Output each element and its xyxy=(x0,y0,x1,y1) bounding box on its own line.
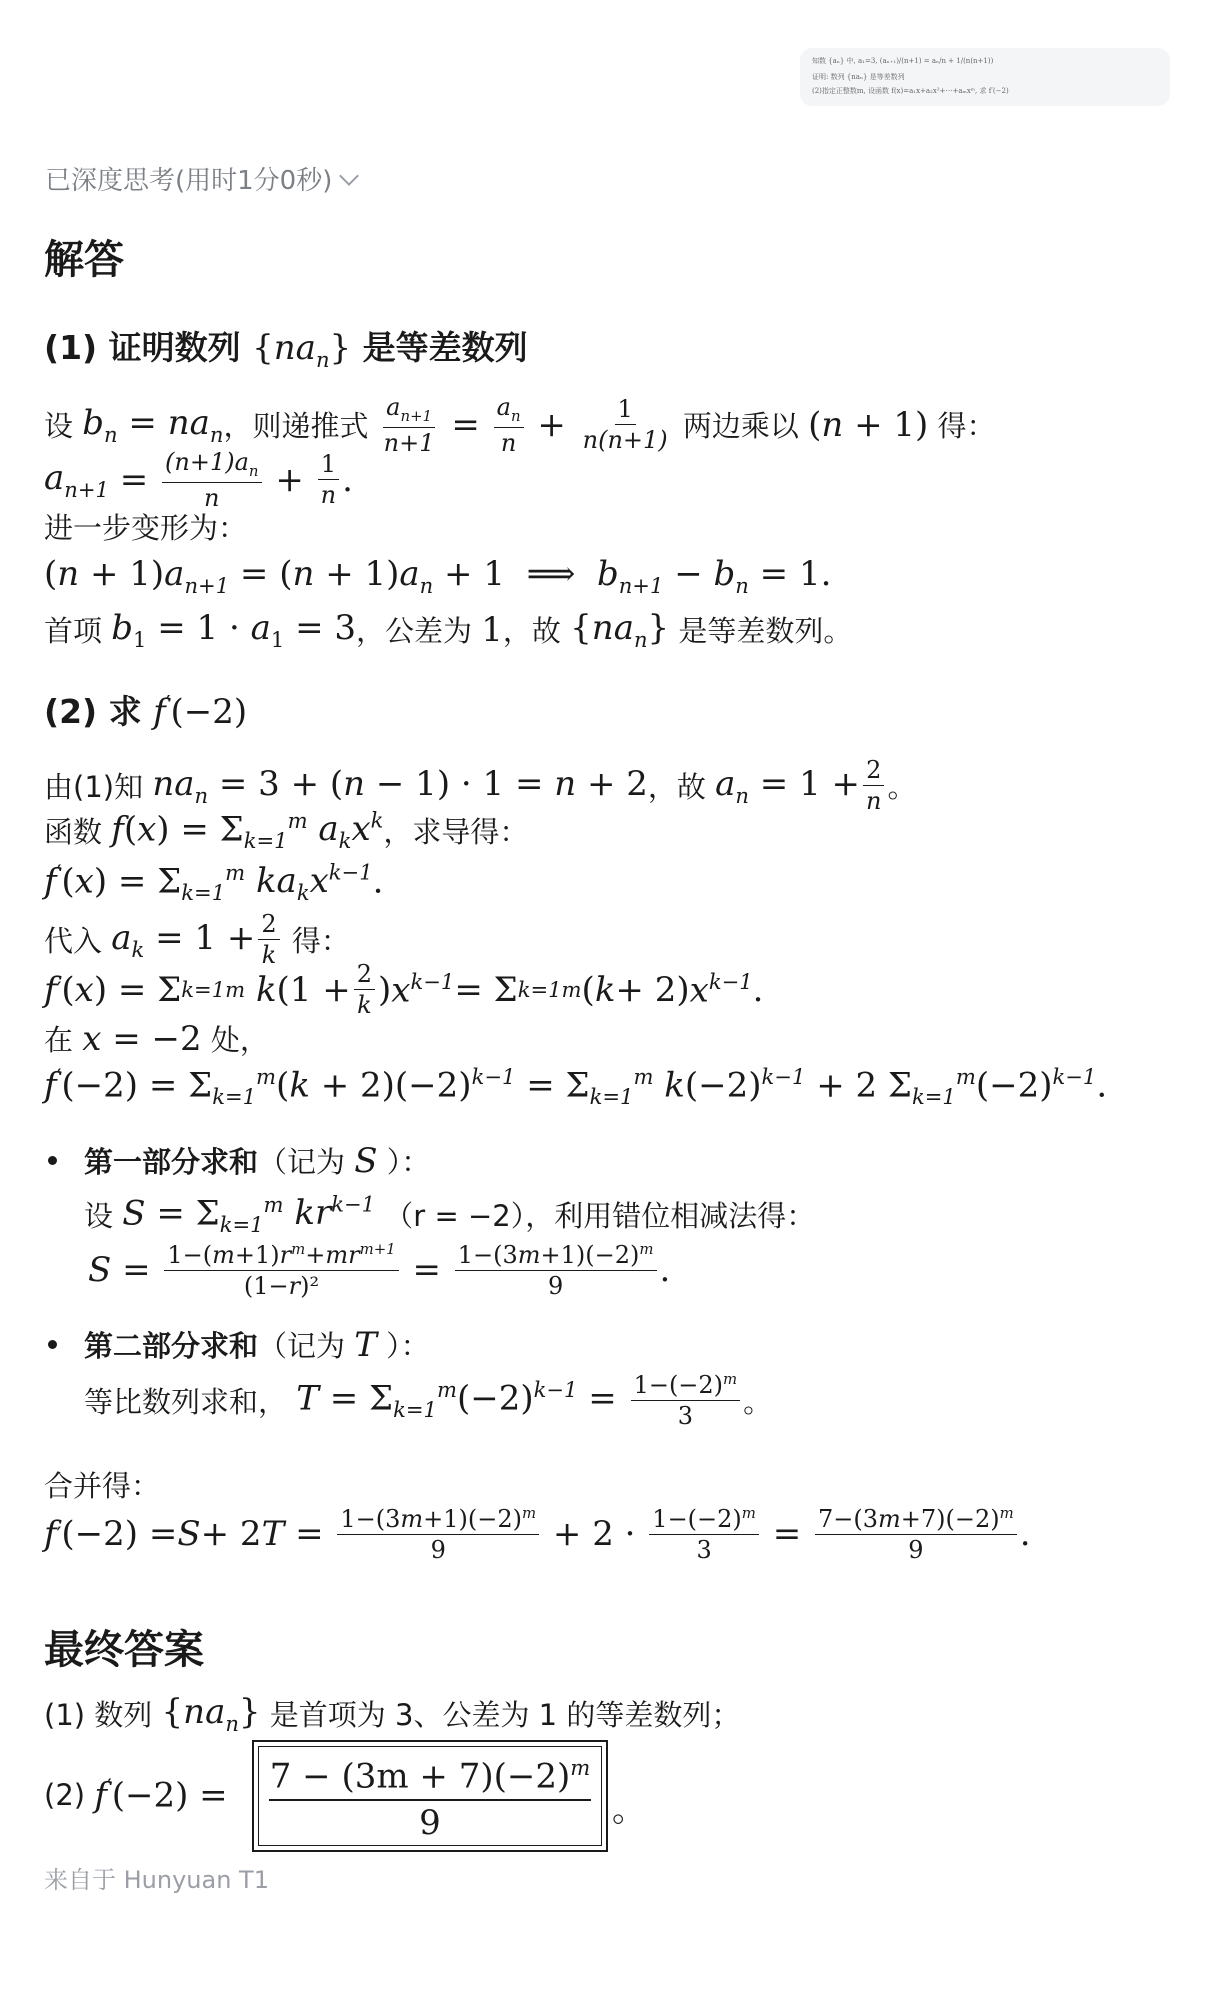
chevron-down-icon xyxy=(339,166,359,186)
text-line: 首项 $b_1 = 1 \cdot a_1 = 3$ ，公差为 1 ，故 $\{na_n\}$ 是等差数列。 xyxy=(44,608,853,652)
question-thumbnail[interactable] xyxy=(800,48,1170,106)
text-line: 在 x = −2 处， xyxy=(44,1018,269,1059)
final-answer-2: (2) f′(−2) = xyxy=(44,1774,228,1816)
source-footer: 来自于 Hunyuan T1 xyxy=(44,1866,269,1894)
text-line: 等比数列求和， $T = \Sigma_{k=1}^m(-2)^{k-1}$ = $\frac{1-(-2)^m}{3}$ 。 xyxy=(84,1370,773,1430)
part2-heading: (2) 求 f′(−2) xyxy=(44,690,248,732)
equation: $f'(-2) = \Sigma_{k=1}^m(k + 2)(-2)^{k-1} = \Sigma_{k=1}^m$ $k(-2)^{k-1} + 2$ $\Sigma_{k=1}^m(-2)^{k-1}$. xyxy=(44,1064,1108,1110)
boxed-answer xyxy=(252,1740,608,1852)
equation: $f'(x) = \Sigma_{k=1}^m$ $ka_kx^{k-1}$. xyxy=(44,860,384,906)
equation: S = $\frac{1-(m+1)r^m+mr^{m+1}}{\text{(1−r)²}}$ = $\frac{1-(3m+1)(-2)^m}{9}$ . xyxy=(88,1240,671,1300)
list-item: 第一部分求和 （记为 S ）： xyxy=(84,1140,431,1181)
period: 。 xyxy=(612,1790,646,1830)
recurrence-line: 设 $b_n = na_n$ ，则递推式 $\frac{a_{n+1}}{n+1}$ = $\frac{a_n}{n}$ + $\frac{1}{n(n+1)}$ 两边乘以 (n + 1) 得： xyxy=(44,393,996,457)
equation: f ′ ( x ) = Σ k=1 m k (1 + $\frac{2}{k}$ ) $x^{k-1}$ = Σ k=1 m ( k + 2) $x^{k-1}$ . xyxy=(44,960,764,1019)
text-line: 设 $S = \Sigma_{k=1}^m$ $kr^{k-1}$ （r = −2），利用错位相减法得： xyxy=(84,1192,816,1238)
thinking-label: 已深度思考(用时1分0秒) xyxy=(45,166,333,196)
thumbnail-line: 证明: 数列 {naₙ} 是等差数列 xyxy=(812,73,905,81)
bullet-marker xyxy=(48,1156,57,1165)
answer-heading: 解答 xyxy=(44,237,124,283)
equation: f ′ (−2) = S + 2 T = $\frac{1-(3m+1)(-2)^m}{9}$ + 2 · $\frac{1-(-2)^m}{3}$ = $\frac{7-(3m+7)(-2)^m}{9}$ . xyxy=(44,1504,1031,1564)
boxed-numerator: $7 - (3m + 7)(-2)^m$ xyxy=(269,1755,591,1797)
equation: $a_{n+1}$ = $\frac{(n+1)a_n}{n}$ + $\frac{1}{n}$ . xyxy=(44,448,353,512)
text-line: 代入 $a_k = 1$ + $\frac{2}{k}$ 得： xyxy=(44,910,350,969)
boxed-denominator: 9 xyxy=(419,1803,441,1843)
thumbnail-line: 知数 {aₙ} 中, a₁=3, (aₙ₊₁)/(n+1) = aₙ/n + 1/(n(n+1)) xyxy=(812,57,994,65)
final-answer-1: (1) 数列 $\{na_n\}$ 是首项为 3、公差为 1 的等差数列； xyxy=(44,1692,741,1736)
thumbnail-line: (2)指定正整数m, 设函数 f(x)=a₁x+a₂x²+⋯+aₘxᵐ, 求 f′(−2) xyxy=(812,87,1009,95)
fraction-bar xyxy=(269,1799,591,1801)
text-line: 合并得： xyxy=(44,1469,161,1503)
part1-heading: (1) 证明数列 $\{na_n\}$ 是等差数列 xyxy=(44,328,528,372)
list-item: 第二部分求和 （记为 T ）： xyxy=(84,1324,430,1365)
text-line: 进一步变形为： xyxy=(44,511,248,545)
bullet-marker xyxy=(48,1340,57,1349)
thinking-toggle[interactable] xyxy=(45,160,356,197)
equation: $(n + 1)a_{n+1} = (n + 1)a_n + 1$ ⟹ $b_{n+1} - b_n = 1$. xyxy=(44,554,832,598)
final-answer-heading: 最终答案 xyxy=(44,1627,204,1673)
text-line: 函数 $f(x) = \Sigma_{k=1}^m$ $a_kx^k$ ，求导得： xyxy=(44,808,529,854)
text-line: 由(1)知 $na_n = 3 + (n - 1) \cdot 1 = n + 2$ ，故 $a_n = 1$ + $\frac{2}{n}$ 。 xyxy=(44,756,917,815)
